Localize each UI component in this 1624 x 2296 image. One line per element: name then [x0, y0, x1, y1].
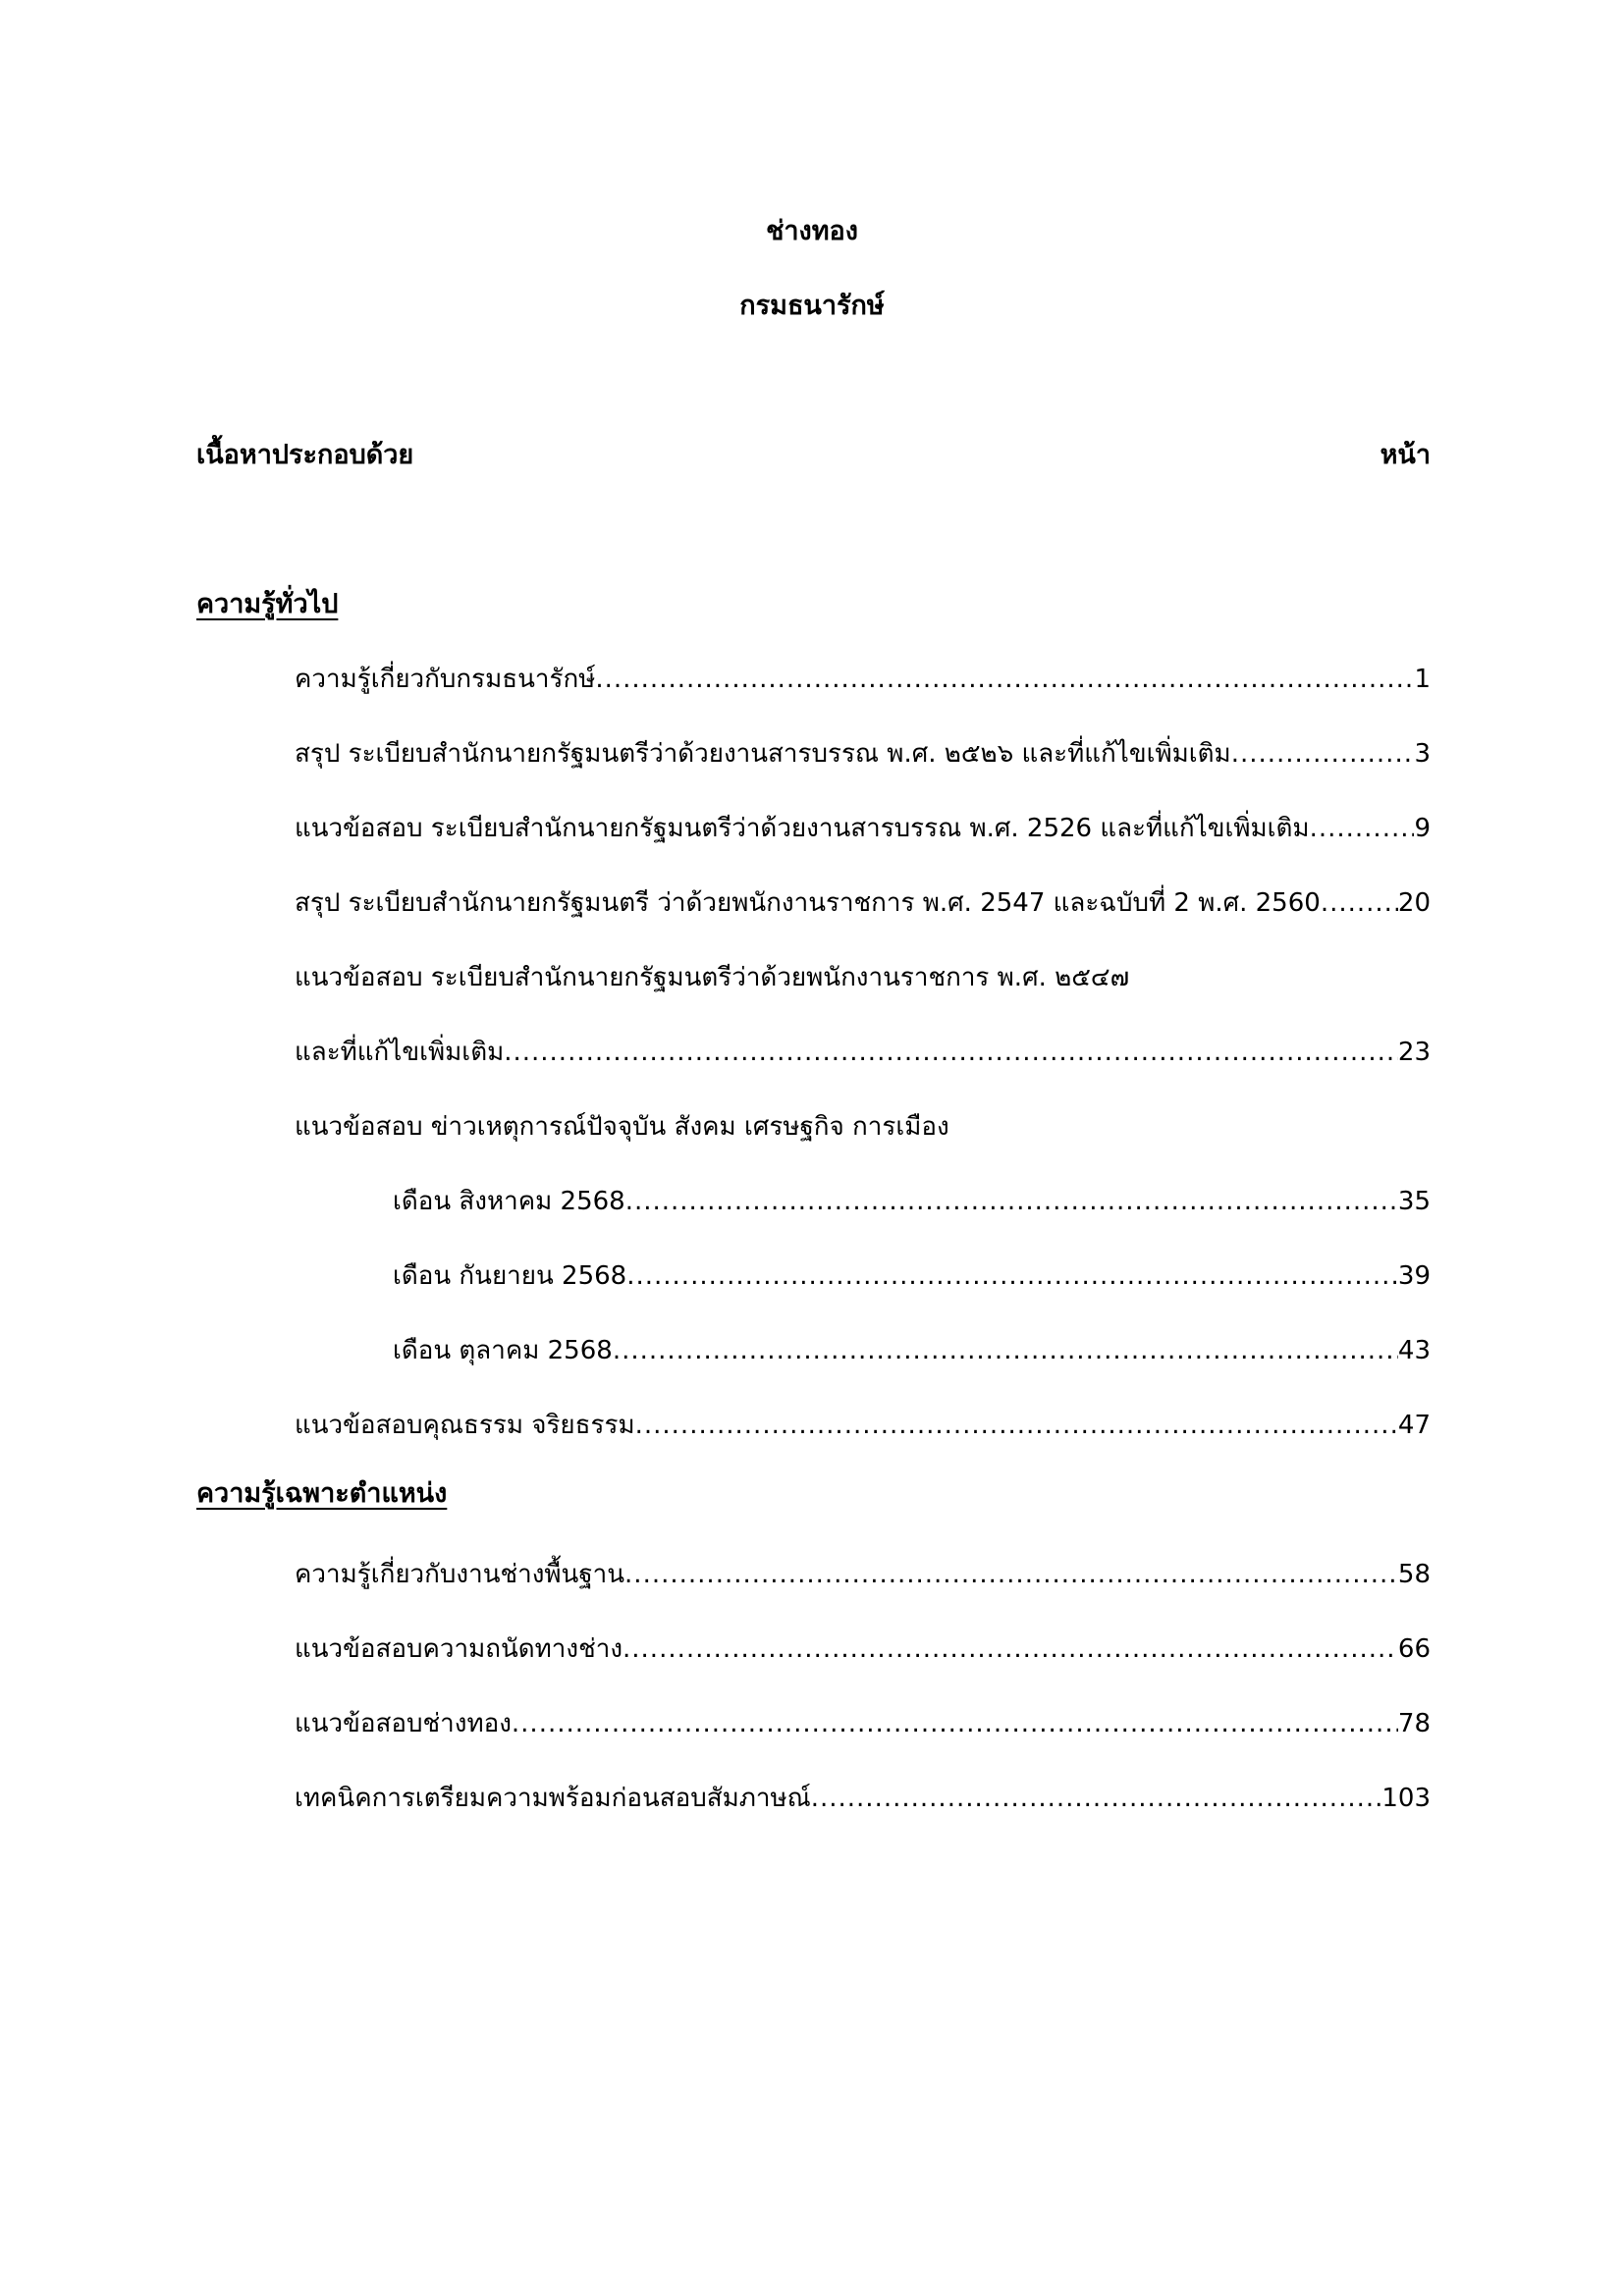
toc-entry-text: แนวข้อสอบความถนัดทางช่าง: [295, 1634, 623, 1664]
toc-subentry: [393, 1331, 1431, 1370]
dot-leader: [504, 1033, 1398, 1072]
toc-entry-text: ความรู้เกี่ยวกับงานช่างพื้นฐาน: [295, 1560, 625, 1589]
section-heading-general-knowledge: ความรู้ทั่วไป: [196, 589, 339, 619]
dot-leader: [625, 1182, 1398, 1221]
toc-entry-text: เดือน กันยายน 2568: [393, 1261, 627, 1291]
document-title: ช่างทอง: [766, 216, 858, 246]
page-column-heading: หน้า: [1380, 440, 1431, 470]
dot-leader: [595, 660, 1414, 699]
toc-entry-text: สรุป ระเบียบสำนักนายกรัฐมนตรี ว่าด้วยพนักงานราชการ พ.ศ. 2547 และฉบับที่ 2 พ.ศ. 2560: [295, 888, 1321, 918]
toc-entry: [295, 958, 1431, 997]
toc-entry: [295, 1033, 1431, 1072]
toc-entry-text: แนวข้อสอบช่างทอง: [295, 1709, 512, 1738]
toc-entry-page: 39: [1397, 1261, 1431, 1291]
toc-entry-text: เทคนิคการเตรียมความพร้อมก่อนสอบสัมภาษณ์: [295, 1784, 811, 1813]
toc-entry-page: 47: [1397, 1411, 1431, 1440]
toc-entry-page: 23: [1397, 1038, 1431, 1067]
toc-entry: [295, 1779, 1431, 1818]
toc-entry: [295, 883, 1431, 923]
toc-entry-page: 58: [1397, 1560, 1431, 1589]
toc-entry: [295, 1555, 1431, 1594]
toc-entry-page: 103: [1381, 1784, 1431, 1813]
toc-entry-page: 9: [1414, 814, 1431, 843]
toc-entry-page: 78: [1397, 1709, 1431, 1738]
dot-leader: [1231, 734, 1415, 774]
dot-leader: [613, 1331, 1398, 1370]
toc-entry-page: 20: [1397, 888, 1431, 918]
toc-entry-page: 43: [1397, 1336, 1431, 1365]
toc-entry-text: แนวข้อสอบ ข่าวเหตุการณ์ปัจจุบัน สังคม เศรษฐกิจ การเมือง: [295, 1112, 949, 1142]
dot-leader: [512, 1704, 1398, 1743]
section-heading-position-knowledge: ความรู้เฉพาะตำแหน่ง: [196, 1478, 448, 1509]
toc-entry-text: เดือน สิงหาคม 2568: [393, 1187, 625, 1216]
toc-entry: [295, 809, 1431, 848]
dot-leader: [811, 1779, 1382, 1818]
toc-entry: [295, 1406, 1431, 1445]
toc-entry-text: เดือน ตุลาคม 2568: [393, 1336, 613, 1365]
toc-entry-text: แนวข้อสอบ ระเบียบสำนักนายกรัฐมนตรีว่าด้วยพนักงานราชการ พ.ศ. ๒๕๔๗: [295, 963, 1130, 992]
contents-heading: เนื้อหาประกอบด้วย: [196, 440, 414, 470]
toc-entry: [295, 1629, 1431, 1669]
toc-entry: [295, 1704, 1431, 1743]
toc-entry-page: 35: [1397, 1187, 1431, 1216]
dot-leader: [1321, 883, 1398, 923]
dot-leader: [623, 1629, 1398, 1669]
toc-entry-text: สรุป ระเบียบสำนักนายกรัฐมนตรีว่าด้วยงานสารบรรณ พ.ศ. ๒๕๒๖ และที่แก้ไขเพิ่มเติม: [295, 739, 1231, 769]
toc-entry-text: แนวข้อสอบคุณธรรม จริยธรรม: [295, 1411, 635, 1440]
toc-entry: [295, 1107, 1431, 1147]
dot-leader: [626, 1256, 1398, 1296]
toc-entry-page: 66: [1397, 1634, 1431, 1664]
dot-leader: [1310, 809, 1415, 848]
toc-entry: [295, 734, 1431, 774]
toc-entry-text: แนวข้อสอบ ระเบียบสำนักนายกรัฐมนตรีว่าด้วยงานสารบรรณ พ.ศ. 2526 และที่แก้ไขเพิ่มเติม: [295, 814, 1310, 843]
toc-entry-page: 1: [1414, 665, 1431, 694]
toc-subentry: [393, 1182, 1431, 1221]
dot-leader: [624, 1555, 1398, 1594]
toc-entry: [295, 660, 1431, 699]
toc-entry-page: 3: [1414, 739, 1431, 769]
toc-entry-text: ความรู้เกี่ยวกับกรมธนารักษ์: [295, 665, 596, 694]
contents-header-row: [196, 436, 1431, 475]
toc-subentry: [393, 1256, 1431, 1296]
dot-leader: [635, 1406, 1398, 1445]
document-subtitle: กรมธนารักษ์: [739, 291, 885, 321]
toc-entry-text: และที่แก้ไขเพิ่มเติม: [295, 1038, 505, 1067]
